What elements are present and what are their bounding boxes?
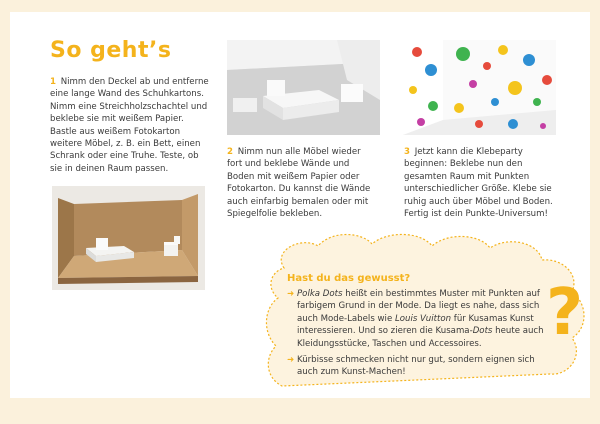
arrow-right-icon: ➜	[287, 355, 295, 366]
step-3-text: Jetzt kann die Klebeparty beginnen: Beklebe nun den gesamten Raum mit Punkten unterschiedlicher Größe. Klebe sie ruhig auch über Möbel und Boden. Fertig ist dein Punkte-Universum!	[404, 147, 553, 220]
photo-dotted-room	[403, 40, 556, 135]
step-1-text: Nimm den Deckel ab und entferne eine lange Wand des Schuhkartons. Nimm eine Streichholzschachtel und beklebe sie mit weißem Papier. Bastle aus weißem Fotokarton weitere Möbel, z. B. ein Bett, einen Schrank oder eine Truhe. Teste, ob sie in deinen Raum passen.	[50, 77, 209, 174]
did-you-know-text: heute auch Kleidungsstücke, Taschen und Accessoires.	[297, 326, 544, 349]
step-3	[404, 146, 554, 220]
did-you-know-heading: Hast du das gewusst?	[287, 273, 411, 284]
did-you-know-text: Kürbisse schmecken nicht nur gut, sondern eignen sich auch zum Kunst-Machen!	[297, 355, 535, 378]
did-you-know-item	[287, 288, 549, 350]
did-you-know-box	[287, 273, 549, 383]
did-you-know-text: Louis Vuitton	[394, 313, 452, 324]
photo-shoebox-furniture	[52, 186, 205, 290]
step-3-number: 3	[404, 147, 410, 157]
question-mark-icon: ?	[546, 276, 584, 350]
did-you-know-text: für Kusamas Kunst interessieren. Und so zieren die Kusama-	[297, 313, 534, 337]
step-1	[50, 76, 210, 175]
step-2-number: 2	[227, 147, 233, 157]
did-you-know-text: heißt ein bestimmtes Muster mit Punkten auf farbigem Grund in der Mode. Da liegt es nahe, dass sich auch Mode-Labels wie	[297, 289, 540, 324]
did-you-know-text: Dots	[472, 326, 493, 337]
arrow-right-icon: ➜	[287, 289, 295, 299]
step-2-text: Nimm nun alle Möbel wieder fort und beklebe Wände und Boden mit weißem Papier oder Fotokarton. Du kannst die Wände auch einfarbig bemalen oder mit Spiegelfolie bekleben.	[227, 147, 371, 220]
page-title: So geht’s	[50, 38, 172, 63]
did-you-know-list	[287, 288, 549, 379]
photo-white-room	[227, 40, 380, 135]
step-2	[227, 146, 377, 220]
did-you-know-item	[287, 354, 549, 379]
step-1-number: 1	[50, 77, 56, 87]
did-you-know-text: Polka Dots	[297, 289, 343, 299]
